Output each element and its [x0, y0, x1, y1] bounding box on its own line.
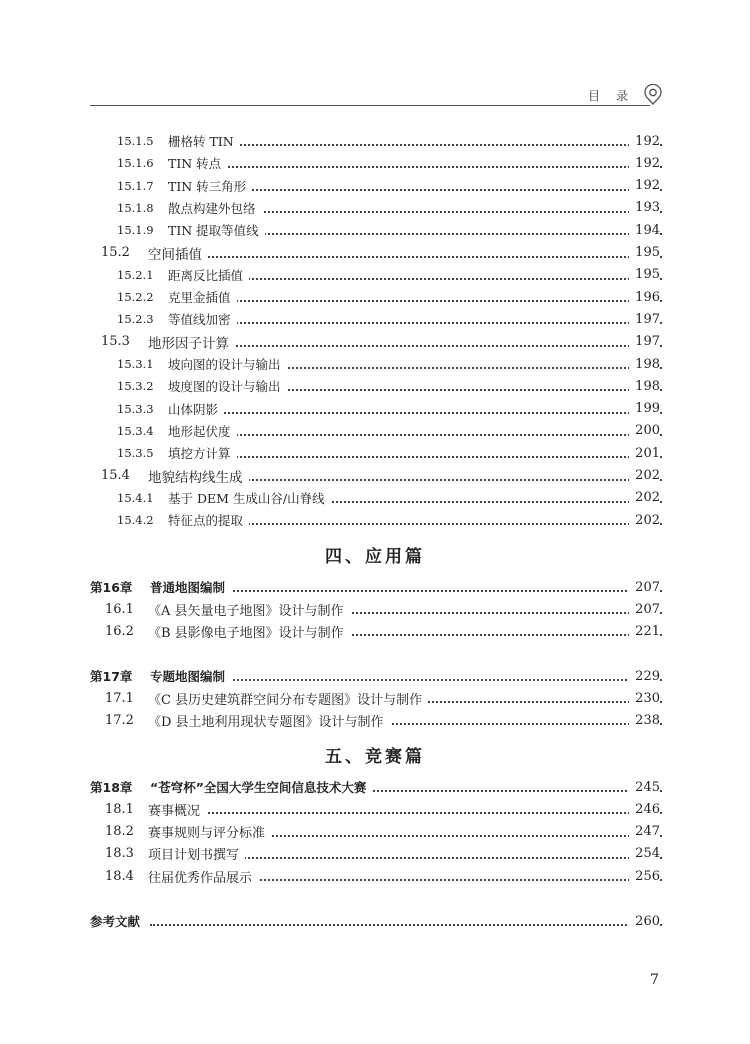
entry-number: 15.1.9: [117, 223, 154, 238]
entry-number: 15.4.1: [117, 490, 154, 505]
entry-page: 200: [629, 423, 660, 438]
leader-dots: [168, 299, 662, 302]
entry-title: 特征点的提取: [168, 511, 249, 529]
entry-page: 195: [629, 245, 660, 260]
toc-entry[interactable]: [0, 131, 750, 151]
toc-entry[interactable]: [0, 421, 750, 441]
entry-page: 196: [629, 290, 660, 305]
entry-title: 基于 DEM 生成山谷/山脊线: [168, 489, 331, 507]
entry-page: 245: [629, 780, 660, 795]
entry-title: 参考文献: [90, 914, 141, 929]
entry-number: 15.1.6: [117, 156, 154, 171]
entry-number: 15.3.4: [117, 423, 154, 438]
toc-entry[interactable]: [0, 309, 750, 329]
entry-number: 15.1.5: [117, 134, 154, 148]
entry-title: 距离反比插值: [168, 266, 249, 284]
entry-title: “苍穹杯”全国大学生空间信息技术大赛: [150, 778, 372, 796]
entry-page: 246: [629, 802, 660, 817]
entry-page: 229: [629, 669, 660, 684]
toc-entry[interactable]: [0, 488, 750, 508]
entry-page: 256: [629, 869, 660, 884]
toc-entry[interactable]: [0, 710, 750, 730]
entry-title: 散点构建外包络: [168, 199, 262, 217]
entry-page: 192: [629, 134, 660, 149]
entry-page: 238: [629, 713, 660, 728]
header-rule: [90, 105, 650, 106]
entry-title: 地形起伏度: [168, 422, 237, 440]
leader-dots: [148, 811, 662, 814]
entry-number: 18.1: [105, 801, 134, 817]
entry-title: 栅格转 TIN: [168, 132, 240, 150]
entry-number: 16.2: [105, 623, 134, 639]
entry-number: 15.2.1: [117, 267, 154, 282]
entry-number: 15.4.2: [117, 513, 154, 528]
entry-page: 194: [629, 223, 660, 238]
entry-title: 往届优秀作品展示: [148, 867, 258, 886]
entry-number: 17.2: [105, 712, 134, 728]
toc-entry[interactable]: [0, 666, 750, 686]
leader-dots: [150, 923, 662, 926]
leader-dots: [168, 433, 662, 436]
entry-title: 填挖方计算: [168, 444, 237, 462]
entry-title: 山体阴影: [168, 400, 224, 418]
entry-title: 赛事规则与评分标准: [148, 822, 271, 841]
location-pin-icon: [642, 84, 664, 106]
entry-title: TIN 提取等值线: [168, 221, 265, 239]
toc-entry[interactable]: [0, 354, 750, 374]
entry-page: 202: [629, 468, 660, 483]
entry-page: 202: [629, 513, 660, 528]
entry-page: 195: [629, 267, 660, 282]
toc-entry[interactable]: [0, 866, 750, 886]
toc-entry[interactable]: [0, 577, 750, 597]
leader-dots: [168, 411, 662, 414]
part-heading-applications: 四、应用篇: [325, 547, 425, 567]
entry-number: 18.3: [105, 846, 134, 862]
toc-entry-references[interactable]: [0, 911, 750, 931]
entry-page: 198: [629, 379, 660, 394]
entry-number: 18.4: [105, 868, 134, 884]
entry-number: 15.1.8: [117, 200, 154, 215]
toc-entry[interactable]: [0, 777, 750, 797]
entry-page: 201: [629, 446, 660, 461]
toc-entry[interactable]: [0, 443, 750, 463]
entry-title: 等值线加密: [168, 310, 237, 328]
toc-entry[interactable]: [0, 243, 750, 263]
header-char-1: 目: [588, 89, 601, 103]
entry-number: 15.3.3: [117, 401, 154, 416]
toc-entry[interactable]: [0, 332, 750, 352]
entry-number: 15.1.7: [117, 178, 154, 193]
toc-entry[interactable]: [0, 599, 750, 619]
entry-page: 247: [629, 824, 660, 839]
entry-page: 207: [629, 602, 660, 617]
entry-title: 《B 县影像电子地图》设计与制作: [148, 622, 350, 641]
entry-title: 《A 县矢量电子地图》设计与制作: [148, 600, 350, 619]
leader-dots: [168, 143, 662, 146]
toc-entry[interactable]: [0, 399, 750, 419]
entry-page: 254: [629, 846, 660, 861]
entry-number: 15.2.3: [117, 312, 154, 327]
entry-title: 项目计划书撰写: [148, 844, 245, 863]
entry-title: 克里金插值: [168, 288, 237, 306]
entry-page: 192: [629, 156, 660, 171]
entry-page: 198: [629, 357, 660, 372]
entry-title: TIN 转三角形: [168, 177, 252, 195]
entry-number: 第16章: [90, 580, 133, 595]
entry-number: 16.1: [105, 601, 134, 617]
entry-title: 赛事概况: [148, 800, 206, 819]
entry-page: 193: [629, 200, 660, 215]
entry-number: 15.3: [101, 334, 130, 350]
entry-title: TIN 转点: [168, 154, 227, 172]
leader-dots: [168, 165, 662, 168]
entry-number: 15.3.1: [117, 357, 154, 371]
entry-title: 空间插值: [148, 243, 208, 263]
entry-number: 15.3.5: [117, 446, 154, 461]
toc-entry[interactable]: [0, 198, 750, 218]
entry-page: 230: [629, 691, 660, 706]
toc-entry[interactable]: [0, 822, 750, 842]
toc-entry[interactable]: [0, 466, 750, 486]
entry-page: 199: [629, 401, 660, 416]
toc-entry[interactable]: [0, 844, 750, 864]
entry-title: 坡向图的设计与输出: [168, 355, 287, 373]
entry-page: 202: [629, 490, 660, 505]
toc-entry[interactable]: [0, 688, 750, 708]
entry-number: 15.4: [101, 468, 130, 483]
entry-title: 普通地图编制: [150, 578, 231, 596]
entry-page: 197: [629, 334, 660, 349]
entry-number: 17.1: [105, 690, 134, 706]
leader-dots: [168, 455, 662, 458]
toc-entry[interactable]: [0, 265, 750, 285]
page-number: 7: [650, 972, 659, 988]
toc-entry[interactable]: [0, 510, 750, 530]
entry-number: 15.2.2: [117, 290, 154, 305]
entry-title: 地貌结构线生成: [148, 466, 249, 486]
entry-number: 第17章: [90, 669, 133, 684]
entry-page: 207: [629, 580, 660, 595]
toc-entry[interactable]: [0, 799, 750, 819]
entry-number: 18.2: [105, 824, 134, 840]
entry-page: 197: [629, 312, 660, 327]
entry-title: 专题地图编制: [150, 667, 231, 685]
entry-page: 221: [629, 624, 660, 639]
entry-title: 坡度图的设计与输出: [168, 377, 287, 395]
entry-title: 《C 县历史建筑群空间分布专题图》设计与制作: [148, 689, 428, 708]
toc-entry[interactable]: [0, 621, 750, 641]
toc-entry[interactable]: [0, 153, 750, 173]
entry-number: 15.3.2: [117, 379, 154, 394]
entry-page: 260: [629, 914, 660, 929]
header-char-2: 录: [616, 89, 629, 103]
toc-entry[interactable]: [0, 287, 750, 307]
toc-entry[interactable]: [0, 376, 750, 396]
toc-entry[interactable]: [0, 220, 750, 240]
entry-title: 地形因子计算: [148, 332, 235, 352]
part-heading-competition: 五、竞赛篇: [325, 747, 425, 767]
entry-title: 《D 县土地利用现状专题图》设计与制作: [148, 711, 390, 730]
entry-number: 第18章: [90, 780, 133, 795]
entry-page: 192: [629, 178, 660, 193]
leader-dots: [168, 321, 662, 324]
toc-entry[interactable]: [0, 176, 750, 196]
entry-number: 15.2: [101, 245, 130, 260]
leader-dots: [148, 255, 662, 258]
